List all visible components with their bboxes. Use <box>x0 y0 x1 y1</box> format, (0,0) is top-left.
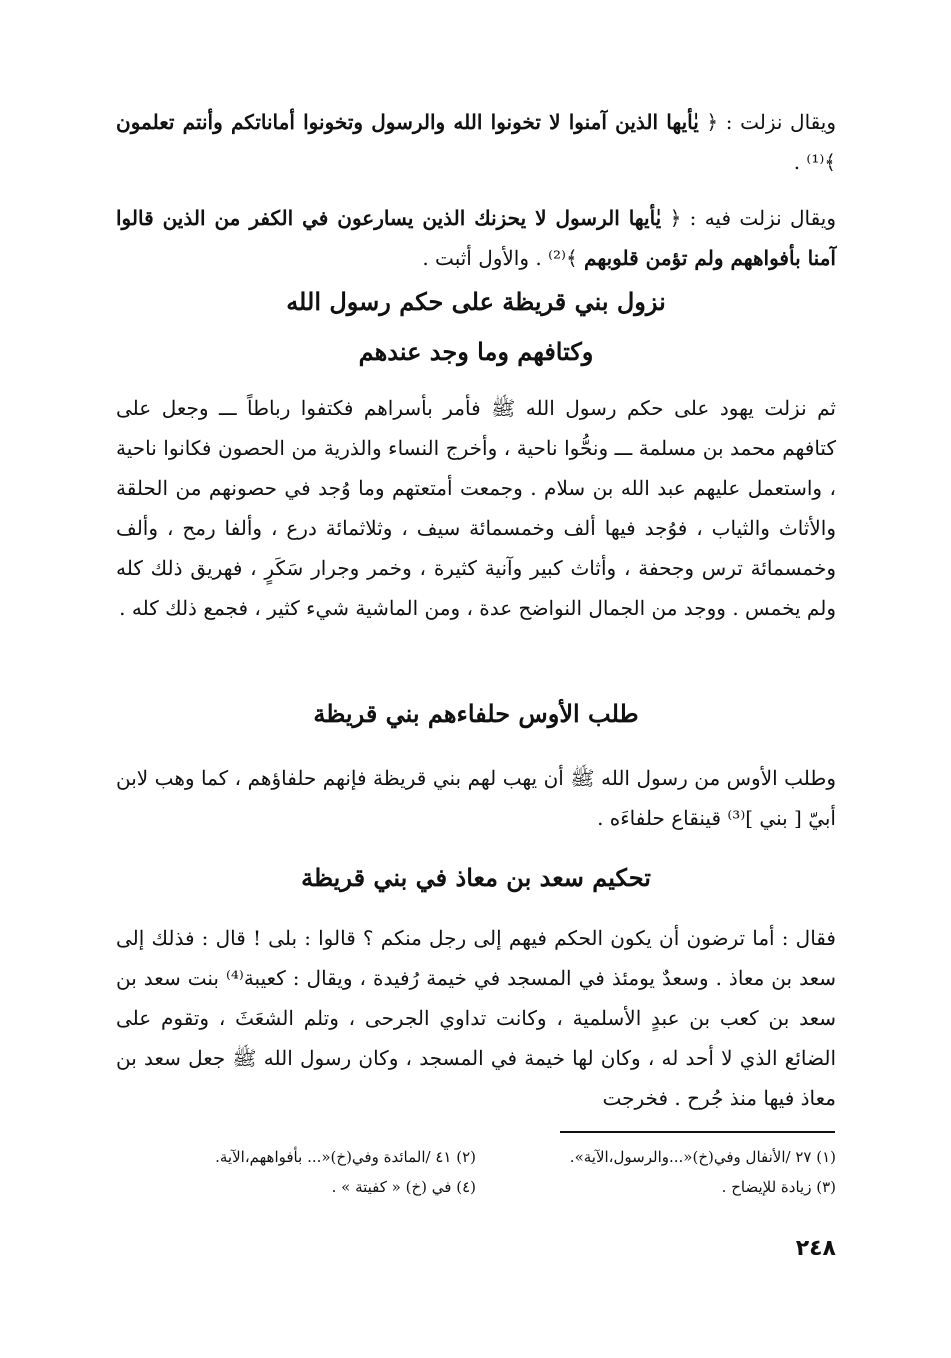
quran-verse-2: يٰأيها الرسول لا يحزنك الذين يسارعون في الكفر من الذين قالوا آمنا بأفواههم ولم تؤمن قلوبهم <box>116 206 836 270</box>
intro-paragraph-2 <box>116 198 836 278</box>
section-3-title: تحكيم سعد بن معاذ في بني قريظة <box>301 863 651 892</box>
section-2-body-prefix: وطلب الأوس من رسول الله ﷺ أن يهب لهم بني قريظة فإنهم حلفاؤهم ، كما وهب لابن أبيّ [ بني ] <box>116 766 836 830</box>
section-1-title-line-2: وكتافهم وما وجد عندهم <box>358 337 594 366</box>
footnote-row-2 <box>116 1172 836 1202</box>
footnote-row-1 <box>116 1142 836 1172</box>
section-1-body <box>116 388 836 628</box>
intro-p1-suffix: ﴾⁽¹⁾ . <box>793 150 836 174</box>
footnote-ref-3: ⁽³⁾ <box>727 806 746 830</box>
section-2-body-suffix: قينقاع حلفاءَه . <box>597 806 728 830</box>
footnote-4: (٤) في (خ) « كفيتة » . <box>331 1178 476 1196</box>
intro-paragraph-1 <box>116 102 836 182</box>
intro-p2-prefix: ويقال نزلت فيه : ﴿ <box>661 206 836 230</box>
section-2-paragraph <box>116 758 836 838</box>
section-3-paragraph: فقال : أما ترضون أن يكون الحكم فيهم إلى رجل منكم ؟ قالوا : بلى ! قال : فذلك إلى سعد بن معاذ . وسعدٌ يومئذ في المسجد في خيمة رُفيدة ، ويقال : كعيبة⁽⁴⁾ بنت سعد بن سعد بن كعب بن عبدٍ الأسلمية ، وكانت تداوي الجرحى ، وتلم الشعَثَ ، وتقوم على الضائع الذي لا أحد له ، وكان لها خيمة في المسجد ، وكان رسول الله ﷺ جعل سعد بن معاذ فيها منذ جُرح . فخرجت <box>116 926 837 1110</box>
section-2-title: طلب الأوس حلفاءهم بني قريظة <box>313 699 639 728</box>
footnote-divider <box>560 1131 835 1133</box>
footnote-3: (٣) زيادة للإيضاح . <box>721 1178 836 1196</box>
quran-verse-1: يٰأيها الذين آمنوا لا تخونوا الله والرسول وتخونوا أماناتكم وأنتم تعلمون <box>116 110 699 134</box>
intro-p1-prefix: ويقال نزلت : ﴿ <box>698 110 837 134</box>
intro-paragraph-1-text <box>116 102 836 182</box>
section-3-body <box>116 918 836 1118</box>
section-1-paragraph: ثم نزلت يهود على حكم رسول الله ﷺ فأمر بأسراهم فكتفوا رباطاً ـــ وجعل على كتافهم محمد بن مسلمة ـــ ونحُّوا ناحية ، وأخرج النساء والذرية من الحصون فكانوا ناحية ، واستعمل عليهم عبد الله بن سلام . وجمعت أمتعتهم وما وُجد في حصونهم من الحلقة والأثاث والثياب ، فوُجد فيها ألف وخمسمائة سيف ، وثلاثمائة درع ، وألفا رمح ، وألف وخمسمائة ترس وجحفة ، وأثاث كبير وآنية كثيرة ، وخمر وجرار سَكَرٍ ، فهريق ذلك كله ولم يخمس . ووجد من الجمال النواضح عدة ، ومن الماشية شيء كثير ، فجمع ذلك كله . <box>116 396 836 620</box>
intro-paragraph-2-text <box>116 198 836 278</box>
intro-p2-suffix: ﴾⁽²⁾ . والأول أثبت . <box>422 246 585 270</box>
footnote-1: (١) ٢٧ /الأنفال وفي(خ)«...والرسول،الآية». <box>569 1148 836 1166</box>
section-2-body <box>116 758 836 838</box>
footnote-2: (٢) ٤١ /المائدة وفي(خ)«... بأفواههم،الآية. <box>215 1148 476 1166</box>
page-number: ٢٤٨ <box>795 1236 836 1261</box>
section-1-title-line-1: نزول بني قريظة على حكم رسول الله <box>286 287 666 316</box>
footnotes <box>116 1142 836 1202</box>
